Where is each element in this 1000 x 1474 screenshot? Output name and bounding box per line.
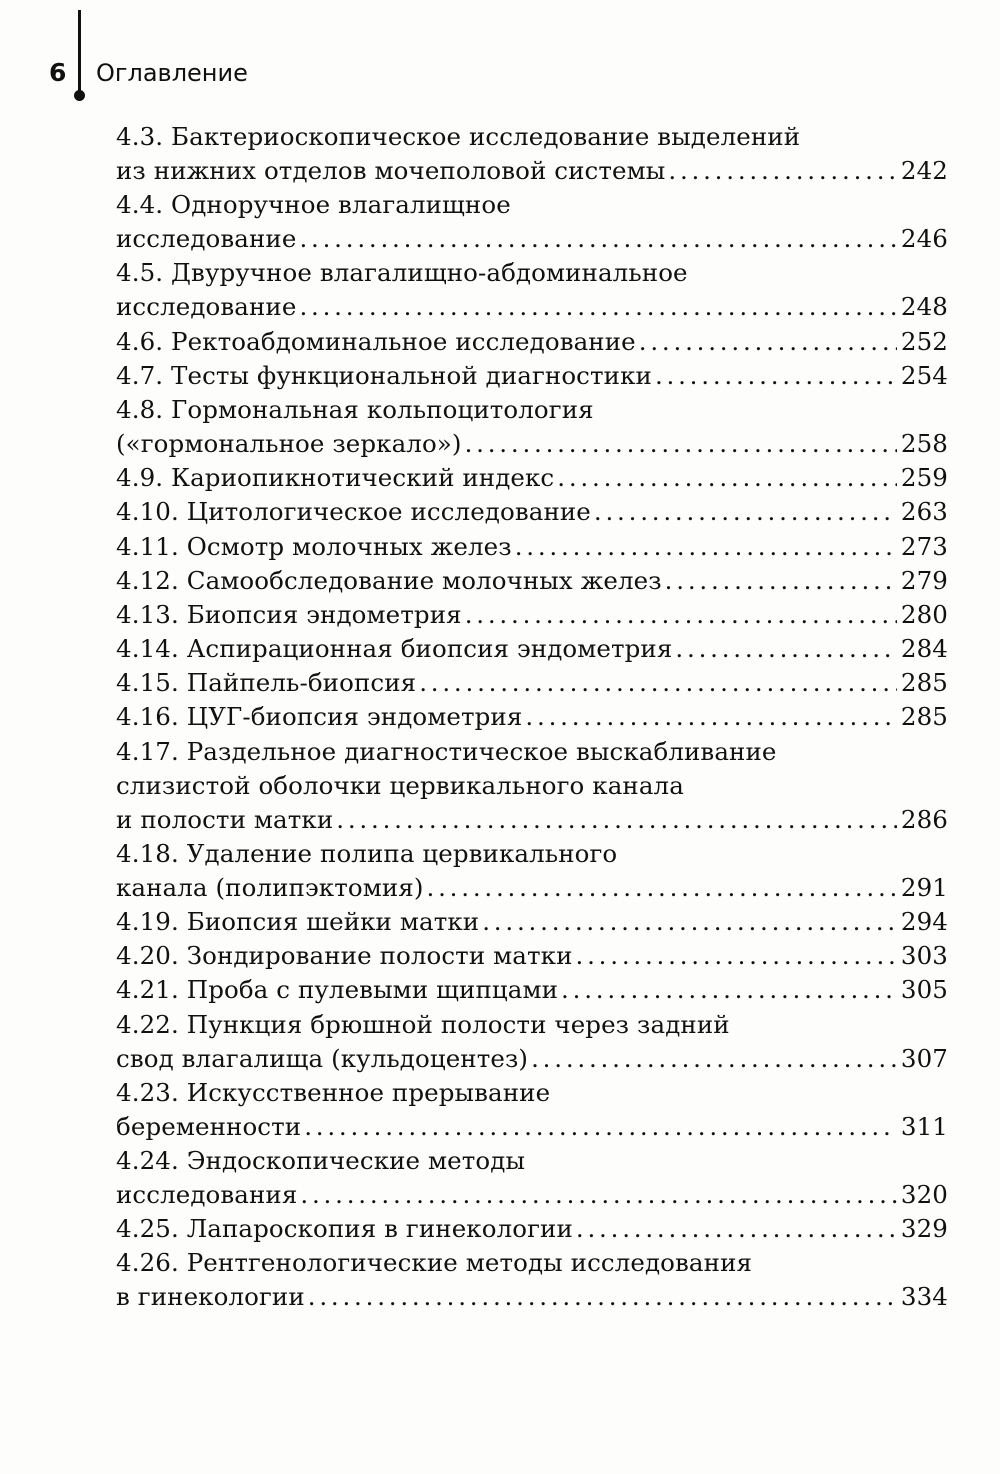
- page-number: 6: [49, 58, 67, 87]
- toc-entry-title-line: 4.26. Рентгенологические методы исследования: [116, 1248, 753, 1278]
- toc-entry-last-line: [116, 359, 948, 393]
- toc-entry-last-line: [116, 222, 948, 256]
- toc-entry-last-line: [116, 598, 948, 632]
- header-vertical-rule: [78, 10, 81, 96]
- toc-entry-title-line: 4.14. Аспирационная биопсия эндометрия: [116, 634, 673, 664]
- dot-leader: [299, 290, 896, 324]
- toc-entry-last-line: [116, 973, 948, 1007]
- toc-entry: [116, 495, 948, 529]
- toc-page-number: 305: [900, 975, 948, 1005]
- toc-page-number: 246: [900, 224, 948, 254]
- toc-page-number: 279: [900, 565, 948, 595]
- toc-entry: [116, 1246, 948, 1314]
- dot-leader: [668, 154, 897, 188]
- toc-entry-title-line: исследование: [116, 292, 297, 322]
- toc-entry: [116, 120, 948, 188]
- toc-entry-title-line: 4.16. ЦУГ-биопсия эндометрия: [116, 702, 523, 732]
- dot-leader: [655, 359, 897, 393]
- dot-leader: [482, 905, 897, 939]
- dot-leader: [594, 495, 897, 529]
- toc-entry-last-line: [116, 461, 948, 495]
- toc-entry-title-line: в гинекологии: [116, 1282, 305, 1312]
- toc-page-number: 242: [900, 156, 948, 185]
- toc-entry-last-line: [116, 1042, 948, 1076]
- toc-entry-title-line: 4.5. Двуручное влагалищно-абдоминальное: [116, 258, 688, 288]
- toc-entry-title-line: и полости матки: [116, 804, 334, 834]
- toc-entry-title-line: свод влагалища (кульдоцентез): [116, 1043, 529, 1073]
- toc-entry: [116, 564, 948, 598]
- dot-leader: [675, 632, 897, 666]
- dot-leader: [576, 939, 897, 973]
- toc-entry-last-line: [116, 871, 948, 905]
- toc-entry-last-line: [116, 1212, 948, 1246]
- toc-page-number: 258: [900, 428, 948, 458]
- toc-entry-title-line: («гормональное зеркало»): [116, 428, 462, 458]
- table-of-contents: [116, 120, 948, 1315]
- toc-page-number: 303: [900, 941, 948, 971]
- dot-leader: [304, 1110, 897, 1144]
- dot-leader: [419, 666, 897, 700]
- toc-entry-title-line: 4.3. Бактериоскопическое исследование выделений: [116, 122, 801, 151]
- toc-entry-title-line: 4.20. Зондирование полости матки: [116, 941, 573, 971]
- dot-leader: [427, 871, 897, 905]
- toc-page-number: 254: [900, 360, 948, 390]
- toc-entry-title-line: 4.18. Удаление полипа цервикального: [116, 838, 618, 868]
- dot-leader: [299, 222, 896, 256]
- toc-page-number: 248: [900, 292, 948, 322]
- toc-entry: [116, 939, 948, 973]
- toc-entry-last-line: [116, 530, 948, 564]
- toc-entry-last-line: [116, 1110, 948, 1144]
- toc-entry-last-line: [116, 905, 948, 939]
- toc-entry: [116, 598, 948, 632]
- toc-entry-last-line: [116, 564, 948, 598]
- header-rule-dot: [74, 90, 85, 101]
- toc-page-number: 307: [900, 1043, 948, 1073]
- dot-leader: [531, 1042, 897, 1076]
- dot-leader: [336, 803, 897, 837]
- toc-entry-title-line: слизистой оболочки цервикального канала: [116, 770, 684, 800]
- toc-entry: [116, 188, 948, 256]
- toc-entry-title-line: 4.17. Раздельное диагностическое выскабливание: [116, 736, 777, 766]
- toc-entry-title-line: 4.19. Биопсия шейки матки: [116, 907, 480, 936]
- toc-entry-title-line: 4.4. Одноручное влагалищное: [116, 190, 511, 220]
- toc-entry-title-line: исследование: [116, 224, 297, 254]
- toc-entry-title-line: 4.23. Искусственное прерывание: [116, 1077, 551, 1107]
- toc-entry-title-line: исследования: [116, 1179, 298, 1209]
- toc-entry-title-line: канала (полипэктомия): [116, 872, 424, 902]
- toc-entry-title-line: 4.10. Цитологическое исследование: [116, 497, 591, 527]
- toc-entry-last-line: [116, 700, 948, 734]
- toc-entry: [116, 359, 948, 393]
- toc-entry-title-line: 4.12. Самообследование молочных желез: [116, 565, 662, 595]
- toc-entry: [116, 256, 948, 324]
- dot-leader: [465, 427, 897, 461]
- toc-entry: [116, 393, 948, 461]
- toc-entry-title-line: 4.6. Ректоабдоминальное исследование: [116, 326, 636, 356]
- toc-entry: [116, 973, 948, 1007]
- toc-entry-title-line: беременности: [116, 1111, 302, 1141]
- dot-leader: [576, 1212, 897, 1246]
- dot-leader: [639, 325, 897, 359]
- toc-entry-last-line: [116, 495, 948, 529]
- toc-entry-title-line: 4.15. Пайпель-биопсия: [116, 668, 417, 698]
- toc-page-number: 285: [900, 668, 948, 698]
- dot-leader: [525, 700, 897, 734]
- dot-leader: [561, 973, 897, 1007]
- toc-entry-title-line: 4.8. Гормональная кольпоцитология: [116, 394, 594, 424]
- toc-entry-title-line: 4.11. Осмотр молочных желез: [116, 531, 512, 561]
- toc-entry: [116, 632, 948, 666]
- toc-entry: [116, 700, 948, 734]
- toc-page-number: 273: [900, 531, 948, 561]
- toc-entry: [116, 1076, 948, 1144]
- toc-entry-last-line: [116, 427, 948, 461]
- toc-entry: [116, 837, 948, 905]
- toc-entry-title-line: 4.13. Биопсия эндометрия: [116, 599, 462, 629]
- toc-entry: [116, 666, 948, 700]
- toc-entry-title-line: 4.9. Кариопикнотический индекс: [116, 463, 555, 493]
- toc-entry: [116, 1008, 948, 1076]
- dot-leader: [308, 1280, 897, 1314]
- toc-page-number: 329: [900, 1214, 948, 1244]
- toc-entry-title-line: из нижних отделов мочеполовой системы: [116, 156, 666, 185]
- dot-leader: [665, 564, 897, 598]
- toc-page-number: 252: [900, 326, 948, 356]
- toc-page-number: 285: [900, 702, 948, 732]
- dot-leader: [465, 598, 897, 632]
- toc-entry-last-line: [116, 803, 948, 837]
- toc-entry-title-line: 4.24. Эндоскопические методы: [116, 1145, 526, 1175]
- toc-entry: [116, 1212, 948, 1246]
- toc-page-number: 286: [900, 804, 948, 834]
- toc-entry-last-line: [116, 1280, 948, 1314]
- toc-entry-title-line: 4.21. Проба с пулевыми щипцами: [116, 975, 559, 1005]
- toc-page-number: 291: [900, 872, 948, 902]
- toc-entry-title-line: 4.7. Тесты функциональной диагностики: [116, 360, 652, 390]
- toc-page-number: 311: [900, 1111, 948, 1141]
- toc-entry-last-line: [116, 666, 948, 700]
- toc-entry-last-line: [116, 1178, 948, 1212]
- toc-page-number: 280: [900, 599, 948, 629]
- toc-entry-last-line: [116, 290, 948, 324]
- toc-entry-last-line: [116, 939, 948, 973]
- toc-page-number: 294: [900, 907, 948, 936]
- running-head: Оглавление: [96, 59, 248, 87]
- toc-entry: [116, 530, 948, 564]
- toc-entry: [116, 461, 948, 495]
- toc-entry-last-line: [116, 632, 948, 666]
- toc-entry: [116, 325, 948, 359]
- page-header: [0, 0, 1000, 110]
- toc-entry-title-line: 4.22. Пункция брюшной полости через задний: [116, 1009, 730, 1039]
- toc-entry-last-line: [116, 325, 948, 359]
- dot-leader: [557, 461, 897, 495]
- toc-page-number: 334: [900, 1282, 948, 1312]
- toc-entry-last-line: [116, 154, 948, 188]
- toc-page-number: 320: [900, 1179, 948, 1209]
- dot-leader: [515, 530, 897, 564]
- toc-page-number: 259: [900, 463, 948, 493]
- toc-entry-title-line: 4.25. Лапароскопия в гинекологии: [116, 1214, 573, 1244]
- toc-entry: [116, 1144, 948, 1212]
- dot-leader: [300, 1178, 897, 1212]
- toc-page-number: 263: [900, 497, 948, 527]
- toc-entry: [116, 735, 948, 837]
- toc-entry: [116, 905, 948, 939]
- toc-page-number: 284: [900, 634, 948, 664]
